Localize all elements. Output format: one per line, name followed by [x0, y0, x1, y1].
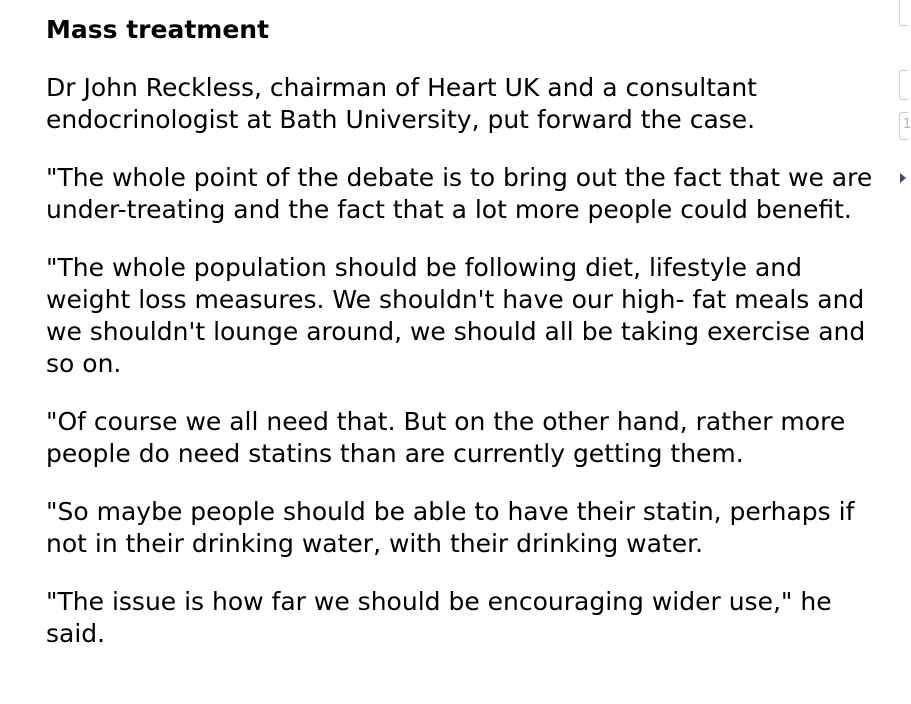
paragraph-quote-1: "The whole point of the debate is to bring out the fact that we are under-treating and the fact that a lot more people could benefit.: [46, 163, 873, 224]
paragraph-quote-3: "Of course we all need that. But on the other hand, rather more people do need statins than are currently getting them.: [46, 407, 846, 468]
paragraph-quote-5: "The issue is how far we should be encouraging wider use," he said.: [46, 587, 832, 648]
sidebar-box-edge-lower: [899, 112, 911, 140]
sidebar-box-edge-middle: [899, 70, 908, 100]
sidebar-box-edge-top: [899, 0, 908, 26]
sidebar-fragment-text: 1: [903, 117, 911, 132]
triangle-right-icon[interactable]: [900, 173, 906, 183]
section-heading: Mass treatment: [46, 15, 270, 44]
paragraph-intro: Dr John Reckless, chairman of Heart UK and a consultant endocrinologist at Bath University, put forward the case.: [46, 73, 757, 134]
article-body: [46, 14, 876, 676]
paragraph-quote-4: "So maybe people should be able to have their statin, perhaps if not in their drinking water, with their drinking water.: [46, 497, 855, 558]
paragraph-quote-2: "The whole population should be following diet, lifestyle and weight loss measures. We shouldn't have our high- fat meals and we shouldn't lounge around, we should all be taking exercise and so on.: [46, 253, 866, 378]
